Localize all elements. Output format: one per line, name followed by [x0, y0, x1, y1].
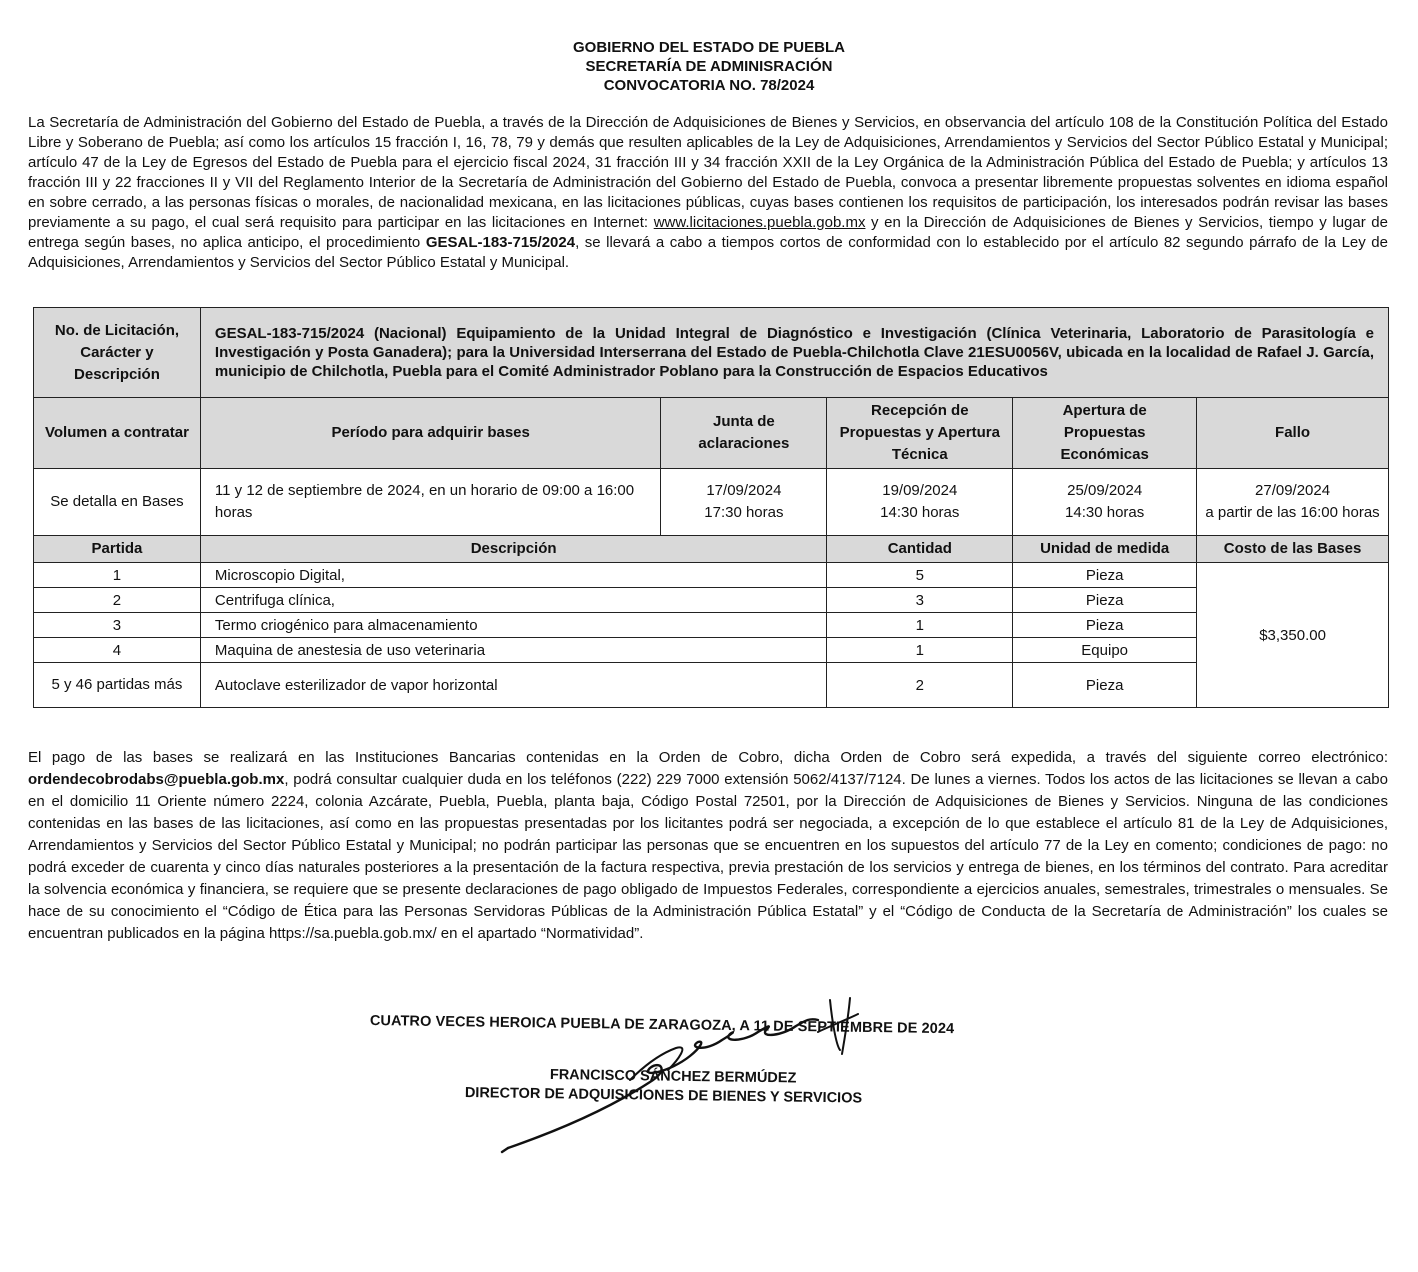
table-row: [34, 588, 1389, 613]
header-junta: Junta de aclaraciones: [661, 398, 827, 469]
item-descripcion: Microscopio Digital,: [200, 563, 826, 588]
tender-table: [33, 307, 1389, 708]
item-unidad: Pieza: [1013, 588, 1197, 613]
licitaciones-link[interactable]: www.licitaciones.puebla.gob.mx: [653, 214, 866, 231]
lic-label-cell: No. de Licitación, Carácter y Descripción: [34, 308, 201, 398]
item-unidad: Pieza: [1013, 663, 1197, 708]
item-partida: 5 y 46 partidas más: [34, 663, 201, 708]
contact-email: ordendecobrodabs@puebla.gob.mx: [28, 771, 285, 788]
junta-cell: [661, 469, 827, 536]
table-row: [34, 663, 1389, 708]
handwritten-signature: [500, 990, 880, 1160]
apertura-cell: [1013, 469, 1197, 536]
recepcion-time: 14:30 horas: [880, 504, 960, 521]
intro-paragraph: [28, 113, 1388, 273]
junta-date: 17/09/2024: [706, 482, 782, 499]
item-descripcion: Maquina de anestesia de uso veterinaria: [200, 638, 826, 663]
document-header: [0, 38, 1418, 95]
intro-text-3: , se llevará a cabo a tiempos cortos de conformidad con lo establecido por el artículo 82 segundo párrafo de la Ley de Adquisiciones, Arrendamientos y Servicios del Sector Público Estatal y Municipal.: [28, 234, 1388, 271]
item-partida: 1: [34, 563, 201, 588]
apertura-date: 25/09/2024: [1067, 482, 1143, 499]
costo-cell: $3,350.00: [1197, 563, 1389, 708]
header-call-number: CONVOCATORIA NO. 78/2024: [603, 77, 815, 94]
table-row: [34, 536, 1389, 563]
item-partida: 3: [34, 613, 201, 638]
item-partida: 2: [34, 588, 201, 613]
intro-text-2: y en la Dirección de Adquisiciones de Bienes y Servicios, tiempo y lugar de entrega según bases, no aplica anticipo, el procedimiento: [28, 214, 1388, 251]
recepcion-cell: [827, 469, 1013, 536]
item-cantidad: 3: [827, 588, 1013, 613]
fallo-cell: [1197, 469, 1389, 536]
fallo-time: a partir de las 16:00 horas: [1205, 504, 1380, 521]
item-unidad: Pieza: [1013, 563, 1197, 588]
header-cantidad: Cantidad: [827, 536, 1013, 563]
header-unidad: Unidad de medida: [1013, 536, 1197, 563]
item-cantidad: 5: [827, 563, 1013, 588]
header-fallo: Fallo: [1197, 398, 1389, 469]
lic-description-cell: GESAL-183-715/2024 (Nacional) Equipamiento de la Unidad Integral de Diagnóstico e Investigación (Clínica Veterinaria, Laboratorio de Parasitología e Investigación y Posta Ganadera); para la Universidad Interserrana del Estado de Puebla-Chilchotla Clave 21ESU0056V, ubicada en la localidad de Rafael J. García, municipio de Chilchotla, Puebla para el Comité Administrador Poblano para la Construcción de Espacios Educativos: [200, 308, 1388, 398]
header-periodo: Período para adquirir bases: [200, 398, 661, 469]
item-unidad: Equipo: [1013, 638, 1197, 663]
table-row: [34, 308, 1389, 398]
volumen-cell: Se detalla en Bases: [34, 469, 201, 536]
procedure-code: GESAL-183-715/2024: [425, 234, 576, 251]
header-government: GOBIERNO DEL ESTADO DE PUEBLA: [573, 39, 845, 56]
periodo-cell: 11 y 12 de septiembre de 2024, en un horario de 09:00 a 16:00 horas: [200, 469, 661, 536]
header-recepcion: Recepción de Propuestas y Apertura Técnica: [827, 398, 1013, 469]
recepcion-date: 19/09/2024: [882, 482, 958, 499]
item-descripcion: Termo criogénico para almacenamiento: [200, 613, 826, 638]
table-row: [34, 563, 1389, 588]
table-row: [34, 469, 1389, 536]
item-cantidad: 1: [827, 613, 1013, 638]
footer-text-2: , podrá consultar cualquier duda en los teléfonos (222) 229 7000 extensión 5062/4137/7124. De lunes a viernes. Todos los actos de las licitaciones se llevan a cabo en el domicilio 11 Oriente número 2224, colonia Azcárate, Puebla, Puebla, planta baja, Código Postal 72501, por la Dirección de Adquisiciones de Bienes y Servicios. Ninguna de las condiciones contenidas en las bases de las licitaciones, así como en las propuestas presentadas por los licitantes podrá ser negociada, a excepción de lo que establece el artículo 81 de la Ley de Adquisiciones, Arrendamientos y Servicios del Sector Público Estatal y Municipal; no podrán participar las personas que se encuentren en los supuestos del artículo 77 de la Ley en comento; condiciones de pago: no podrá exceder de cuarenta y cinco días naturales posteriores a la presentación de la factura respectiva, previa prestación de los servicios y entrega de bienes, en los términos del contrato. Para acreditar la solvencia económica y financiera, se requiere que se presente declaraciones de pago obligado de Impuestos Federales, correspondiente a ejercicios anuales, semestrales, trimestrales o mensuales. Se hace de su conocimiento el “Código de Ética para las Personas Servidoras Públicas de la Administración Pública Estatal” y el “Código de Conducta de la Secretaría de Administración” los cuales se encuentran publicados en la página https://sa.puebla.gob.mx/ en el apartado “Normatividad”.: [28, 771, 1388, 942]
header-descripcion: Descripción: [200, 536, 826, 563]
item-partida: 4: [34, 638, 201, 663]
header-volumen: Volumen a contratar: [34, 398, 201, 469]
header-partida: Partida: [34, 536, 201, 563]
signature-date-line: CUATRO VECES HEROICA PUEBLA DE ZARAGOZA, A 11 DE SEPTIEMBRE DE 2024: [369, 1013, 955, 1038]
item-cantidad: 1: [827, 638, 1013, 663]
item-unidad: Pieza: [1013, 613, 1197, 638]
header-apertura: Apertura de Propuestas Económicas: [1013, 398, 1197, 469]
header-costo: Costo de las Bases: [1197, 536, 1389, 563]
footer-text-1: El pago de las bases se realizará en las Instituciones Bancarias contenidas en la Orden de Cobro, dicha Orden de Cobro será expedida, a través del siguiente correo electrónico:: [28, 749, 1388, 766]
table-row: [34, 398, 1389, 469]
item-cantidad: 2: [827, 663, 1013, 708]
header-secretariat: SECRETARÍA DE ADMINISRACIÓN: [585, 58, 833, 75]
apertura-time: 14:30 horas: [1065, 504, 1145, 521]
intro-text-1: La Secretaría de Administración del Gobierno del Estado de Puebla, a través de la Dirección de Adquisiciones de Bienes y Servicios, en observancia del artículo 108 de la Constitución Política del Estado Libre y Soberano de Puebla; así como los artículos 15 fracción I, 16, 78, 79 y demás que resulten aplicables de la Ley de Adquisiciones, Arrendamientos y Servicios del Sector Público Estatal y Municipal; artículo 47 de la Ley de Egresos del Estado de Puebla para el ejercicio fiscal 2024, 31 fracción III y 34 fracción XXII de la Ley Orgánica de la Administración Pública del Estado de Puebla; y artículos 13 fracción III y 22 fracciones II y VII del Reglamento Interior de la Secretaría de Administración del Gobierno del Estado de Puebla, convoca a presentar libremente propuestas solventes en idioma español en sobre cerrado, a las personas físicas o morales, de nacionalidad mexicana, en las licitaciones públicas, cuyas bases contienen los requisitos de participación, los interesados podrán revisar las bases previamente a su pago, el cual será requisito para participar en las licitaciones en Internet:: [28, 114, 1388, 231]
fallo-date: 27/09/2024: [1255, 482, 1331, 499]
signatory-name: FRANCISCO SÁNCHEZ BERMÚDEZ: [549, 1067, 797, 1087]
footer-paragraph: [28, 747, 1388, 945]
junta-time: 17:30 horas: [704, 504, 784, 521]
item-descripcion: Autoclave esterilizador de vapor horizontal: [200, 663, 826, 708]
signatory-title: DIRECTOR DE ADQUISICIONES DE BIENES Y SERVICIOS: [464, 1085, 863, 1107]
table-row: [34, 613, 1389, 638]
table-row: [34, 638, 1389, 663]
item-descripcion: Centrifuga clínica,: [200, 588, 826, 613]
